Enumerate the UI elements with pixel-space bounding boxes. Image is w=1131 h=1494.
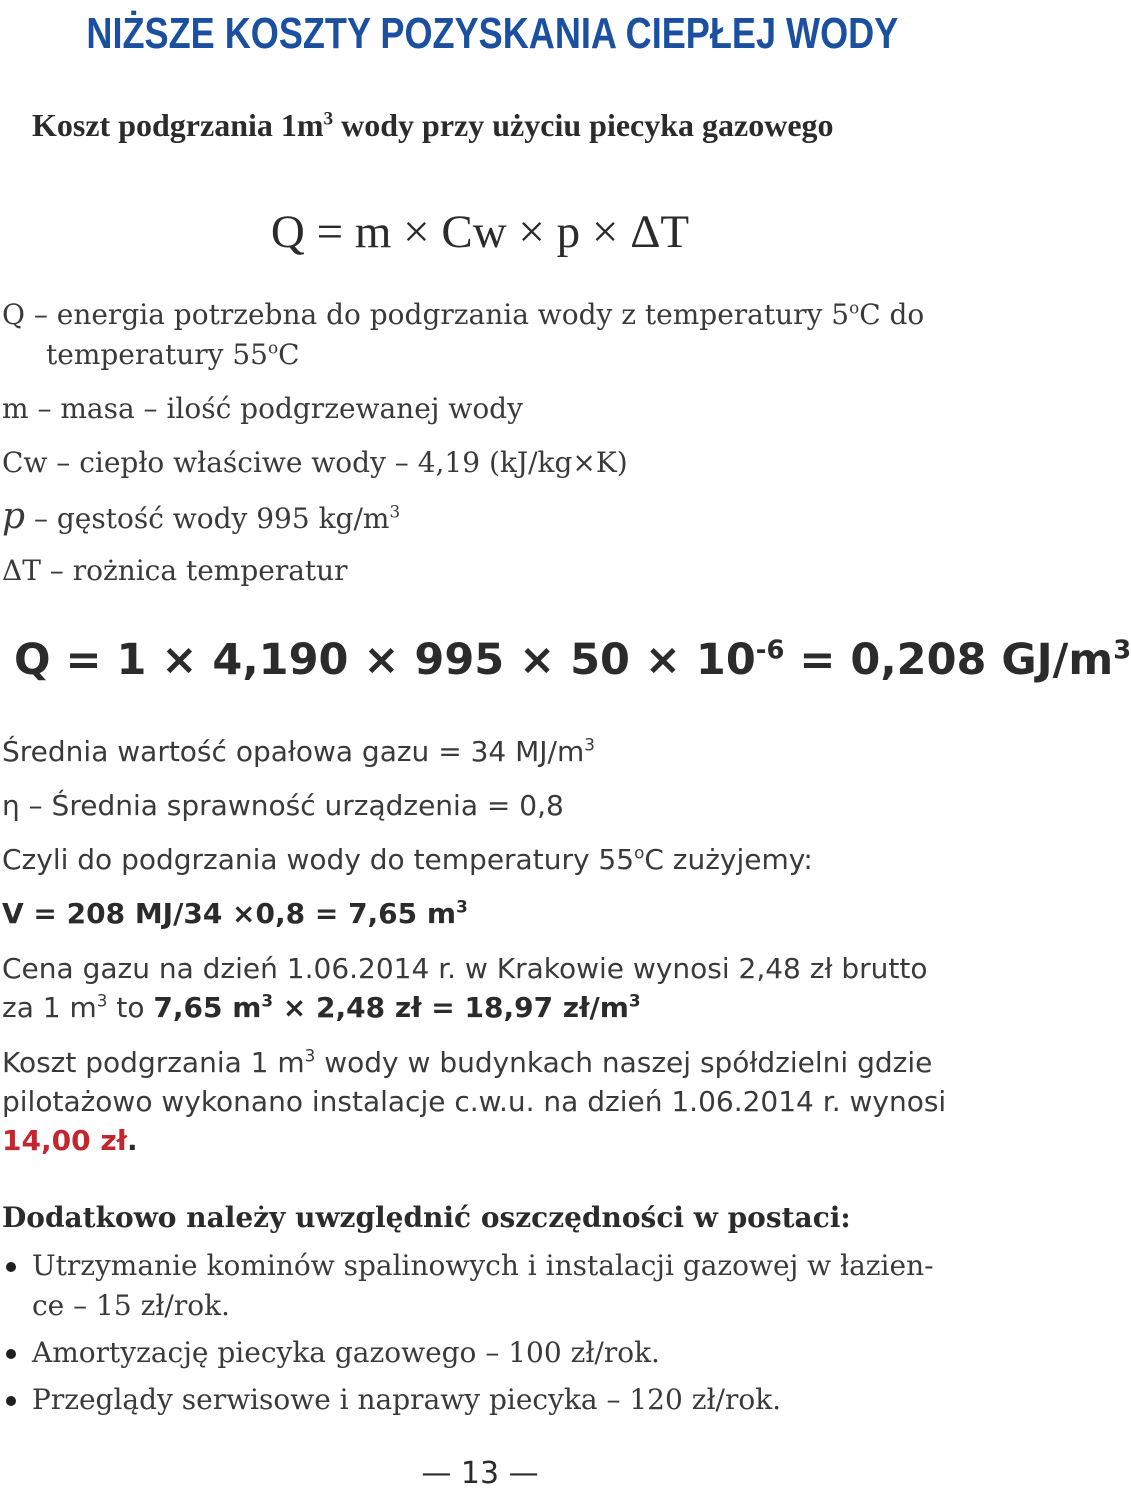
gas-volume-result (2, 894, 468, 934)
definition-q-line1 (2, 295, 924, 335)
price-volume: 7,65 m (153, 991, 262, 1024)
heat-formula: Q = m × Cw × p × ΔT (270, 206, 690, 258)
definition-m: m – masa – ilość podgrzewanej wody (2, 392, 523, 425)
calc-exponent: -6 (755, 635, 785, 666)
subtitle-superscript: 3 (323, 108, 334, 130)
consumption-intro (2, 840, 813, 880)
list-item (0, 1246, 960, 1326)
subtitle-text: Koszt podgrzania 1m (32, 107, 324, 143)
gas-price-line2 (2, 988, 641, 1028)
price-total: × 2,48 zł = 18,97 zł/m (273, 991, 629, 1024)
degree-sup: o (267, 337, 279, 358)
degree-sup: o (634, 842, 645, 863)
list-item-text: Utrzymanie kominów spalinowych i instalacji gazowej w łazien- (32, 1249, 934, 1282)
consumption-text: Czyli do podgrzania wody do temperatury 55 (2, 843, 635, 876)
page-title: NIŻSZE KOSZTY POZYSKANIA CIEPŁEJ WODY (86, 9, 899, 58)
list-item-text: Przeglądy serwisowe i naprawy piecyka – 120 zł/rok. (32, 1383, 782, 1416)
price-text-mid: to (107, 991, 154, 1024)
list-item-text-cont: ce – 15 zł/rok. (32, 1289, 230, 1322)
calc-unit-sup: 3 (1113, 635, 1131, 666)
savings-list (0, 1246, 960, 1420)
bullet-icon (6, 1396, 16, 1406)
calc-result: = 0,208 GJ/m (784, 635, 1114, 685)
calorific-text: Średnia wartość opałowa gazu = 34 MJ/m (2, 735, 585, 768)
cubic-sup: 3 (628, 990, 641, 1011)
cost-line3 (2, 1121, 138, 1161)
cost-amount-period: . (127, 1124, 138, 1157)
volume-text: V = 208 MJ/34 ×0,8 = 7,65 m (2, 897, 457, 930)
gas-price-line1: Cena gazu na dzień 1.06.2014 r. w Krakowie wynosi 2,48 zł brutto (2, 952, 928, 985)
definition-cw: Cw – ciepło właściwe wody – 4,19 (kJ/kg×K) (2, 446, 628, 479)
definition-dt: ΔT – rożnica temperatur (2, 554, 348, 587)
list-item (0, 1333, 960, 1373)
cost-line2: pilotażowo wykonano instalacje c.w.u. na dzień 1.06.2014 r. wynosi (2, 1085, 947, 1118)
consumption-text-end: C zużyjemy: (644, 843, 813, 876)
cubic-sup: 3 (389, 501, 401, 522)
energy-calculation (14, 632, 1131, 688)
bullet-icon (6, 1262, 16, 1272)
definition-p-text: – gęstość wody 995 kg/m (25, 502, 390, 535)
cubic-sup: 3 (96, 990, 108, 1011)
definition-q2-text-end: C (278, 338, 300, 371)
cubic-sup: 3 (584, 734, 595, 755)
price-calculation (153, 991, 640, 1024)
definition-q-line2 (2, 335, 300, 375)
calc-text: Q = 1 × 4,190 × 995 × 50 × 10 (14, 635, 756, 685)
degree-sup: o (849, 297, 860, 318)
bullet-icon (6, 1349, 16, 1359)
cost-line1 (2, 1043, 932, 1083)
device-efficiency: η – Średnia sprawność urządzenia = 0,8 (2, 789, 564, 822)
cubic-sup: 3 (304, 1045, 316, 1066)
savings-heading: Dodatkowo należy uwzględnić oszczędności w postaci: (2, 1201, 851, 1234)
definition-q2-text: temperatury 55 (46, 338, 268, 371)
definition-q-text: Q – energia potrzebna do podgrzania wody z temperatury 5 (2, 298, 850, 331)
cost-text: Koszt podgrzania 1 m (2, 1046, 305, 1079)
cost-amount: 14,00 zł (2, 1124, 128, 1157)
list-item-text: Amortyzację piecyka gazowego – 100 zł/rok. (32, 1336, 660, 1369)
cubic-sup: 3 (456, 896, 468, 917)
density-symbol: p (2, 496, 26, 537)
list-item (0, 1380, 960, 1420)
definition-p (2, 497, 400, 539)
gas-calorific-value (2, 732, 595, 772)
definition-q-text-end: C do (859, 298, 925, 331)
cost-text-end: wody w budynkach naszej spółdzielni gdzie (315, 1046, 933, 1079)
page-number: — 13 — (421, 1456, 539, 1491)
price-text: za 1 m (2, 991, 97, 1024)
section-subtitle (32, 106, 834, 144)
cubic-sup: 3 (261, 990, 274, 1011)
subtitle-text-end: wody przy użyciu piecyka gazowego (333, 107, 834, 143)
